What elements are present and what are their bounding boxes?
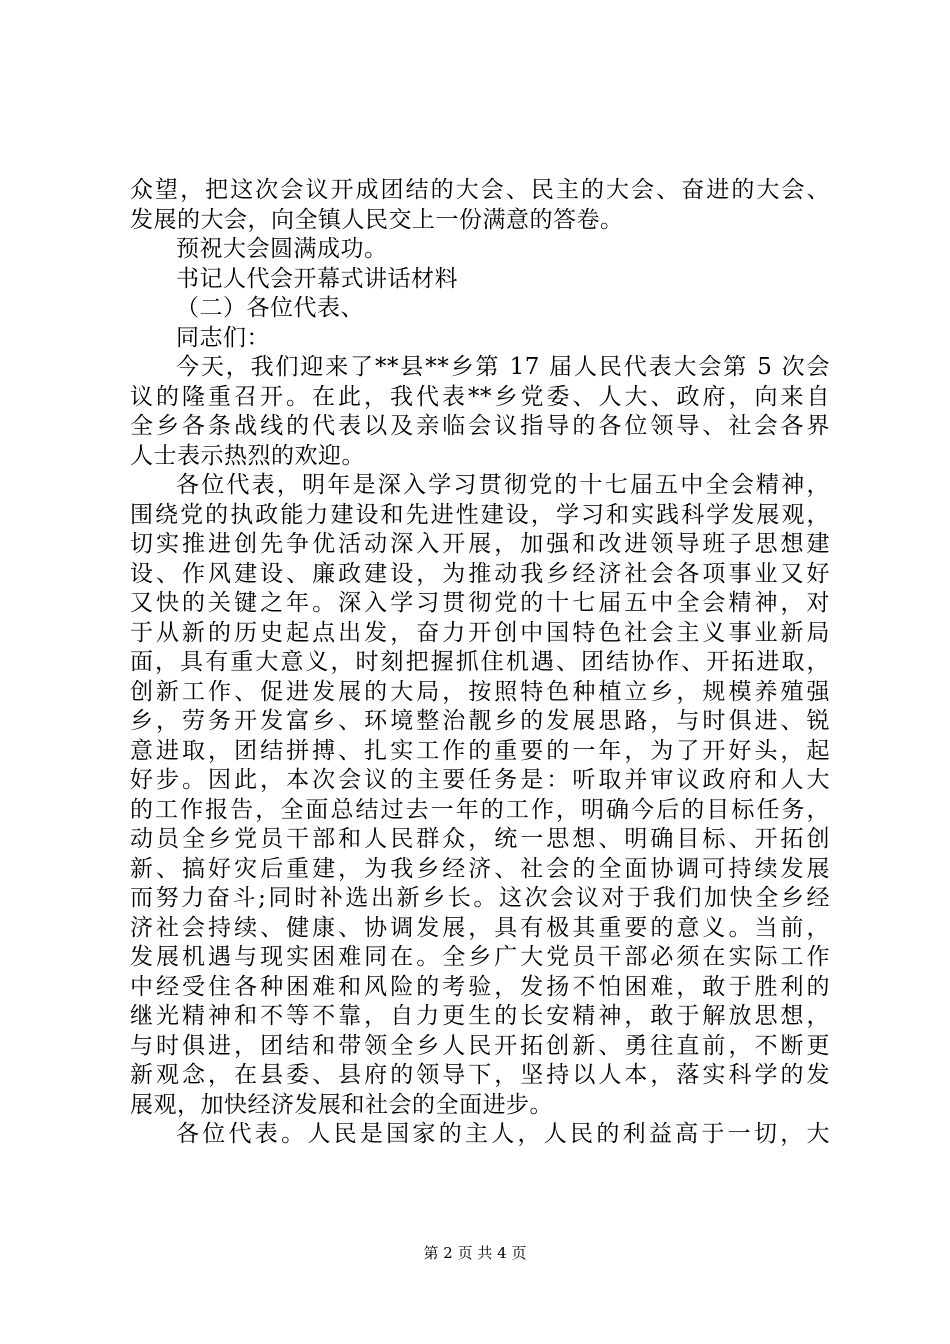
text-line: 展观，加快经济发展和社会的全面进步。 bbox=[130, 1091, 553, 1118]
text-line: 议的隆重召开。在此，我代表**乡党委、人大、政府，向来自 bbox=[130, 383, 830, 410]
text-line: 与时俱进，团结和带领全乡人民开拓创新、勇往直前，不断更 bbox=[130, 1032, 830, 1059]
text-line: 围绕党的执政能力建设和先进性建设，学习和实践科学发展观， bbox=[130, 501, 830, 528]
text-line: 的工作报告，全面总结过去一年的工作，明确今后的目标任务， bbox=[130, 796, 830, 823]
section-title: 书记人代会开幕式讲话材料 bbox=[176, 265, 458, 292]
text-line: 又快的关键之年。深入学习贯彻党的十七届五中全会精神，对 bbox=[130, 590, 830, 616]
text-line: 而努力奋斗;同时补选出新乡长。这次会议对于我们加快全乡经 bbox=[130, 885, 830, 911]
page-number-footer: 第 2 页 共 4 页 bbox=[423, 1244, 527, 1262]
text-line: 预祝大会圆满成功。 bbox=[176, 236, 388, 262]
text-line: 于从新的历史起点出发，奋力开创中国特色社会主义事业新局 bbox=[130, 619, 830, 646]
text-line: 切实推进创先争优活动深入开展，加强和改进领导班子思想建 bbox=[130, 531, 830, 557]
text-line: 继光精神和不等不靠，自力更生的长安精神，敢于解放思想， bbox=[130, 1003, 830, 1029]
text-line: 众望，把这次会议开成团结的大会、民主的大会、奋进的大会、 bbox=[130, 177, 830, 203]
text-line: 新、搞好灾后重建，为我乡经济、社会的全面协调可持续发展 bbox=[130, 855, 830, 882]
text-line: 乡，劳务开发富乡、环境整治靓乡的发展思路，与时俱进、锐 bbox=[130, 708, 830, 734]
text-line: 全乡各条战线的代表以及亲临会议指导的各位领导、社会各界 bbox=[130, 413, 830, 439]
text-line: 今天，我们迎来了**县**乡第 17 届人民代表大会第 5 次会 bbox=[176, 354, 830, 380]
text-line: 各位代表。人民是国家的主人，人民的利益高于一切，大 bbox=[176, 1121, 830, 1147]
document-body bbox=[130, 176, 830, 1150]
section-heading: （二）各位代表、 bbox=[176, 295, 364, 321]
text-line: 设、作风建设、廉政建设，为推动我乡经济社会各项事业又好 bbox=[130, 560, 830, 587]
text-line: 意进取，团结拼搏、扎实工作的重要的一年，为了开好头，起 bbox=[130, 737, 830, 764]
text-line: 创新工作、促进发展的大局，按照特色种植立乡，规模养殖强 bbox=[130, 678, 830, 705]
text-line: 各位代表，明年是深入学习贯彻党的十七届五中全会精神， bbox=[176, 472, 830, 498]
text-line: 发展的大会，向全镇人民交上一份满意的答卷。 bbox=[130, 206, 624, 233]
text-line: 济社会持续、健康、协调发展，具有极其重要的意义。当前， bbox=[130, 914, 830, 941]
text-line: 好步。因此，本次会议的主要任务是：听取并审议政府和人大 bbox=[130, 767, 830, 793]
text-line: 发展机遇与现实困难同在。全乡广大党员干部必须在实际工作 bbox=[130, 944, 830, 970]
salutation: 同志们： bbox=[176, 324, 270, 351]
text-line: 新观念，在县委、县府的领导下，坚持以人本，落实科学的发 bbox=[130, 1062, 830, 1088]
text-line: 面，具有重大意义，时刻把握抓住机遇、团结协作、开拓进取， bbox=[130, 649, 830, 675]
text-line: 动员全乡党员干部和人民群众，统一思想、明确目标、开拓创 bbox=[130, 826, 830, 852]
text-line: 中经受住各种困难和风险的考验，发扬不怕困难，敢于胜利的 bbox=[130, 973, 830, 1000]
text-line: 人士表示热烈的欢迎。 bbox=[130, 442, 365, 469]
